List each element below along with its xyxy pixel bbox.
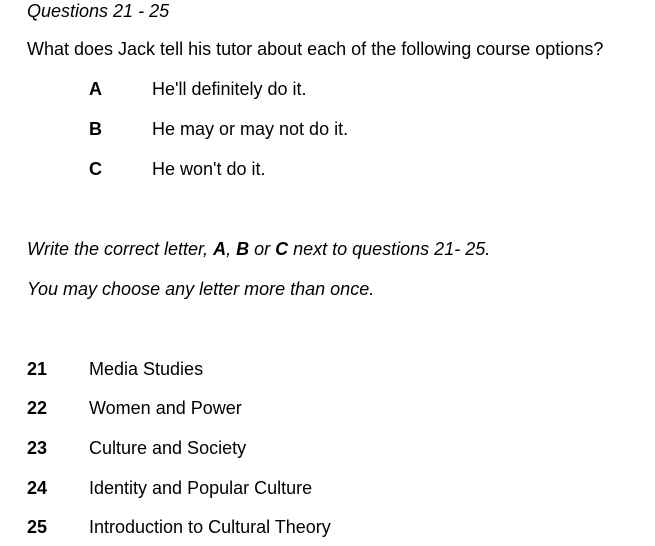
section-heading: Questions 21 - 25 <box>27 1 170 21</box>
instruction-or: or <box>249 239 276 259</box>
instruction-letter-b: B <box>236 239 250 259</box>
instruction-line-2: You may choose any letter more than once. <box>27 279 375 299</box>
question-prompt: What does Jack tell his tutor about each of the following course options? <box>27 39 604 59</box>
item-number-21: 21 <box>27 359 48 379</box>
option-text-c: He won't do it. <box>152 159 266 179</box>
item-text-21: Media Studies <box>89 359 204 379</box>
option-text-a: He'll definitely do it. <box>152 79 307 99</box>
instruction-line-1 <box>27 240 490 258</box>
item-text-25: Introduction to Cultural Theory <box>89 517 331 537</box>
instruction-suffix: next to questions 21- 25. <box>288 239 491 259</box>
instruction-letter-a: A <box>213 239 227 259</box>
item-text-24: Identity and Popular Culture <box>89 478 313 498</box>
option-letter-c: C <box>89 159 102 179</box>
item-text-22: Women and Power <box>89 398 242 418</box>
option-text-b: He may or may not do it. <box>152 119 349 139</box>
item-number-22: 22 <box>27 398 48 418</box>
item-number-23: 23 <box>27 438 48 458</box>
instruction-separator: , <box>226 239 237 259</box>
option-letter-a: A <box>89 79 102 99</box>
instruction-letter-c: C <box>275 239 289 259</box>
item-text-23: Culture and Society <box>89 438 247 458</box>
instruction-prefix: Write the correct letter, <box>27 239 214 259</box>
item-number-25: 25 <box>27 517 48 537</box>
item-number-24: 24 <box>27 478 48 498</box>
option-letter-b: B <box>89 119 102 139</box>
